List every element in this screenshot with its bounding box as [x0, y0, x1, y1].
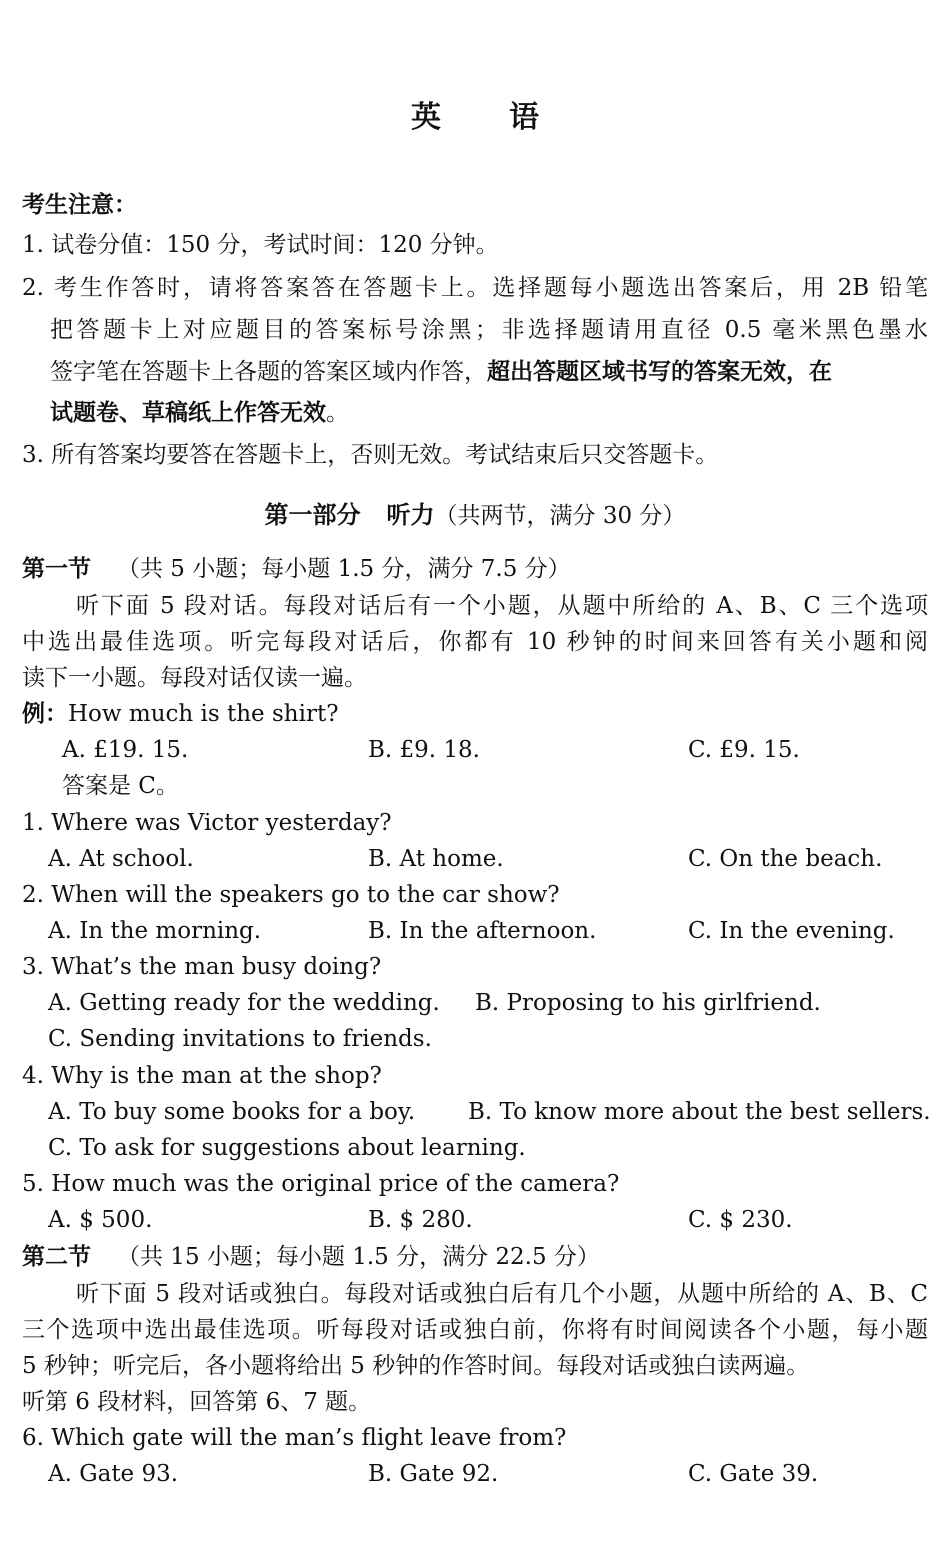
- section-1-instruction-line-2: 中选出最佳选项。听完每段对话后，你都有 10 秒钟的时间来回答有关小题和阅: [22, 629, 928, 655]
- notice-item-2-line-1: 2. 考生作答时，请将答案答在答题卡上。选择题每小题选出答案后，用 2B 铅笔: [22, 275, 928, 301]
- notice-item-1: 1. 试卷分值：150 分，考试时间：120 分钟。: [22, 232, 499, 258]
- question-4-option-c: C. To ask for suggestions about learning.: [48, 1135, 526, 1161]
- example-answer: 答案是 C。: [62, 773, 179, 799]
- notice-item-2-line-3: [50, 354, 928, 390]
- question-3-option-c: C. Sending invitations to friends.: [48, 1026, 432, 1052]
- question-3-option-b: B. Proposing to his girlfriend.: [475, 990, 821, 1016]
- question-5-option-c: C. $ 230.: [688, 1207, 793, 1233]
- question-2-option-a: A. In the morning.: [48, 918, 262, 944]
- question-3: 3. What’s the man busy doing?: [22, 954, 382, 980]
- example-option-c: C. £9. 15.: [688, 737, 800, 763]
- question-4-option-b: B. To know more about the best sellers.: [468, 1099, 931, 1125]
- question-1-option-c: C. On the beach.: [688, 846, 883, 872]
- section-1-instruction-line-1: 听下面 5 段对话。每段对话后有一个小题，从题中所给的 A、B、C 三个选项: [76, 593, 928, 619]
- example-option-a: A. £19. 15.: [62, 737, 189, 763]
- question-1-option-a: A. At school.: [48, 846, 194, 872]
- question-6-option-c: C. Gate 39.: [688, 1461, 819, 1487]
- part-1-heading: [0, 497, 950, 533]
- question-2-option-c: C. In the evening.: [688, 918, 895, 944]
- question-1: 1. Where was Victor yesterday?: [22, 810, 392, 836]
- part-1-score: （共两节，满分 30 分）: [434, 503, 686, 529]
- material-6-heading: 听第 6 段材料，回答第 6、7 题。: [22, 1389, 372, 1415]
- part-1-title: 第一部分: [264, 501, 361, 529]
- notice-item-2-line-4: [50, 395, 349, 431]
- section-2-instruction-line-2: 三个选项中选出最佳选项。听每段对话或独白前，你将有时间阅读各个小题，每小题: [22, 1317, 928, 1343]
- section-2-info: （共 15 小题；每小题 1.5 分，满分 22.5 分）: [117, 1244, 600, 1270]
- notice-item-2-line-3-bold: 超出答题区域书写的答案无效，在: [487, 359, 832, 385]
- title-char-1: 英: [411, 100, 441, 135]
- section-1-label: 第一节: [22, 556, 91, 582]
- section-2-heading: [22, 1239, 600, 1275]
- notice-item-2-line-4-end: 。: [326, 400, 349, 426]
- example-option-b: B. £9. 18.: [368, 737, 480, 763]
- notice-item-2-line-3-normal: 签字笔在答题卡上各题的答案区域内作答，: [50, 359, 487, 385]
- section-2-instruction-line-1: 听下面 5 段对话或独白。每段对话或独白后有几个小题，从题中所给的 A、B、C: [76, 1281, 928, 1307]
- example-question-text: How much is the shirt?: [68, 701, 339, 727]
- notice-item-2-line-4-bold: 试题卷、草稿纸上作答无效: [50, 400, 326, 426]
- section-1-heading: [22, 551, 571, 587]
- question-2-option-b: B. In the afternoon.: [368, 918, 597, 944]
- question-4-option-a: A. To buy some books for a boy.: [48, 1099, 416, 1125]
- question-6: 6. Which gate will the man’s flight leave from?: [22, 1425, 567, 1451]
- part-1-subtitle: 听力: [386, 501, 435, 529]
- section-2-label: 第二节: [22, 1244, 91, 1270]
- example-question: [22, 696, 339, 732]
- question-6-option-a: A. Gate 93.: [48, 1461, 179, 1487]
- section-1-instruction-line-3: 读下一小题。每段对话仅读一遍。: [22, 665, 367, 691]
- section-1-info: （共 5 小题；每小题 1.5 分，满分 7.5 分）: [117, 556, 571, 582]
- question-5-option-b: B. $ 280.: [368, 1207, 473, 1233]
- question-1-option-b: B. At home.: [368, 846, 504, 872]
- notice-heading: 考生注意：: [22, 192, 137, 218]
- question-2: 2. When will the speakers go to the car show?: [22, 882, 560, 908]
- example-label: 例：: [22, 701, 68, 727]
- question-4: 4. Why is the man at the shop?: [22, 1063, 382, 1089]
- question-3-option-a: A. Getting ready for the wedding.: [48, 990, 440, 1016]
- notice-item-3: 3. 所有答案均要答在答题卡上，否则无效。考试结束后只交答题卡。: [22, 442, 719, 468]
- question-5: 5. How much was the original price of the camera?: [22, 1171, 620, 1197]
- notice-item-2-line-2: 把答题卡上对应题目的答案标号涂黑；非选择题请用直径 0.5 毫米黑色墨水: [50, 317, 928, 343]
- page-title: [0, 92, 950, 136]
- question-5-option-a: A. $ 500.: [48, 1207, 153, 1233]
- title-char-2: 语: [509, 100, 539, 135]
- question-6-option-b: B. Gate 92.: [368, 1461, 499, 1487]
- section-2-instruction-line-3: 5 秒钟；听完后，各小题将给出 5 秒钟的作答时间。每段对话或独白读两遍。: [22, 1353, 810, 1379]
